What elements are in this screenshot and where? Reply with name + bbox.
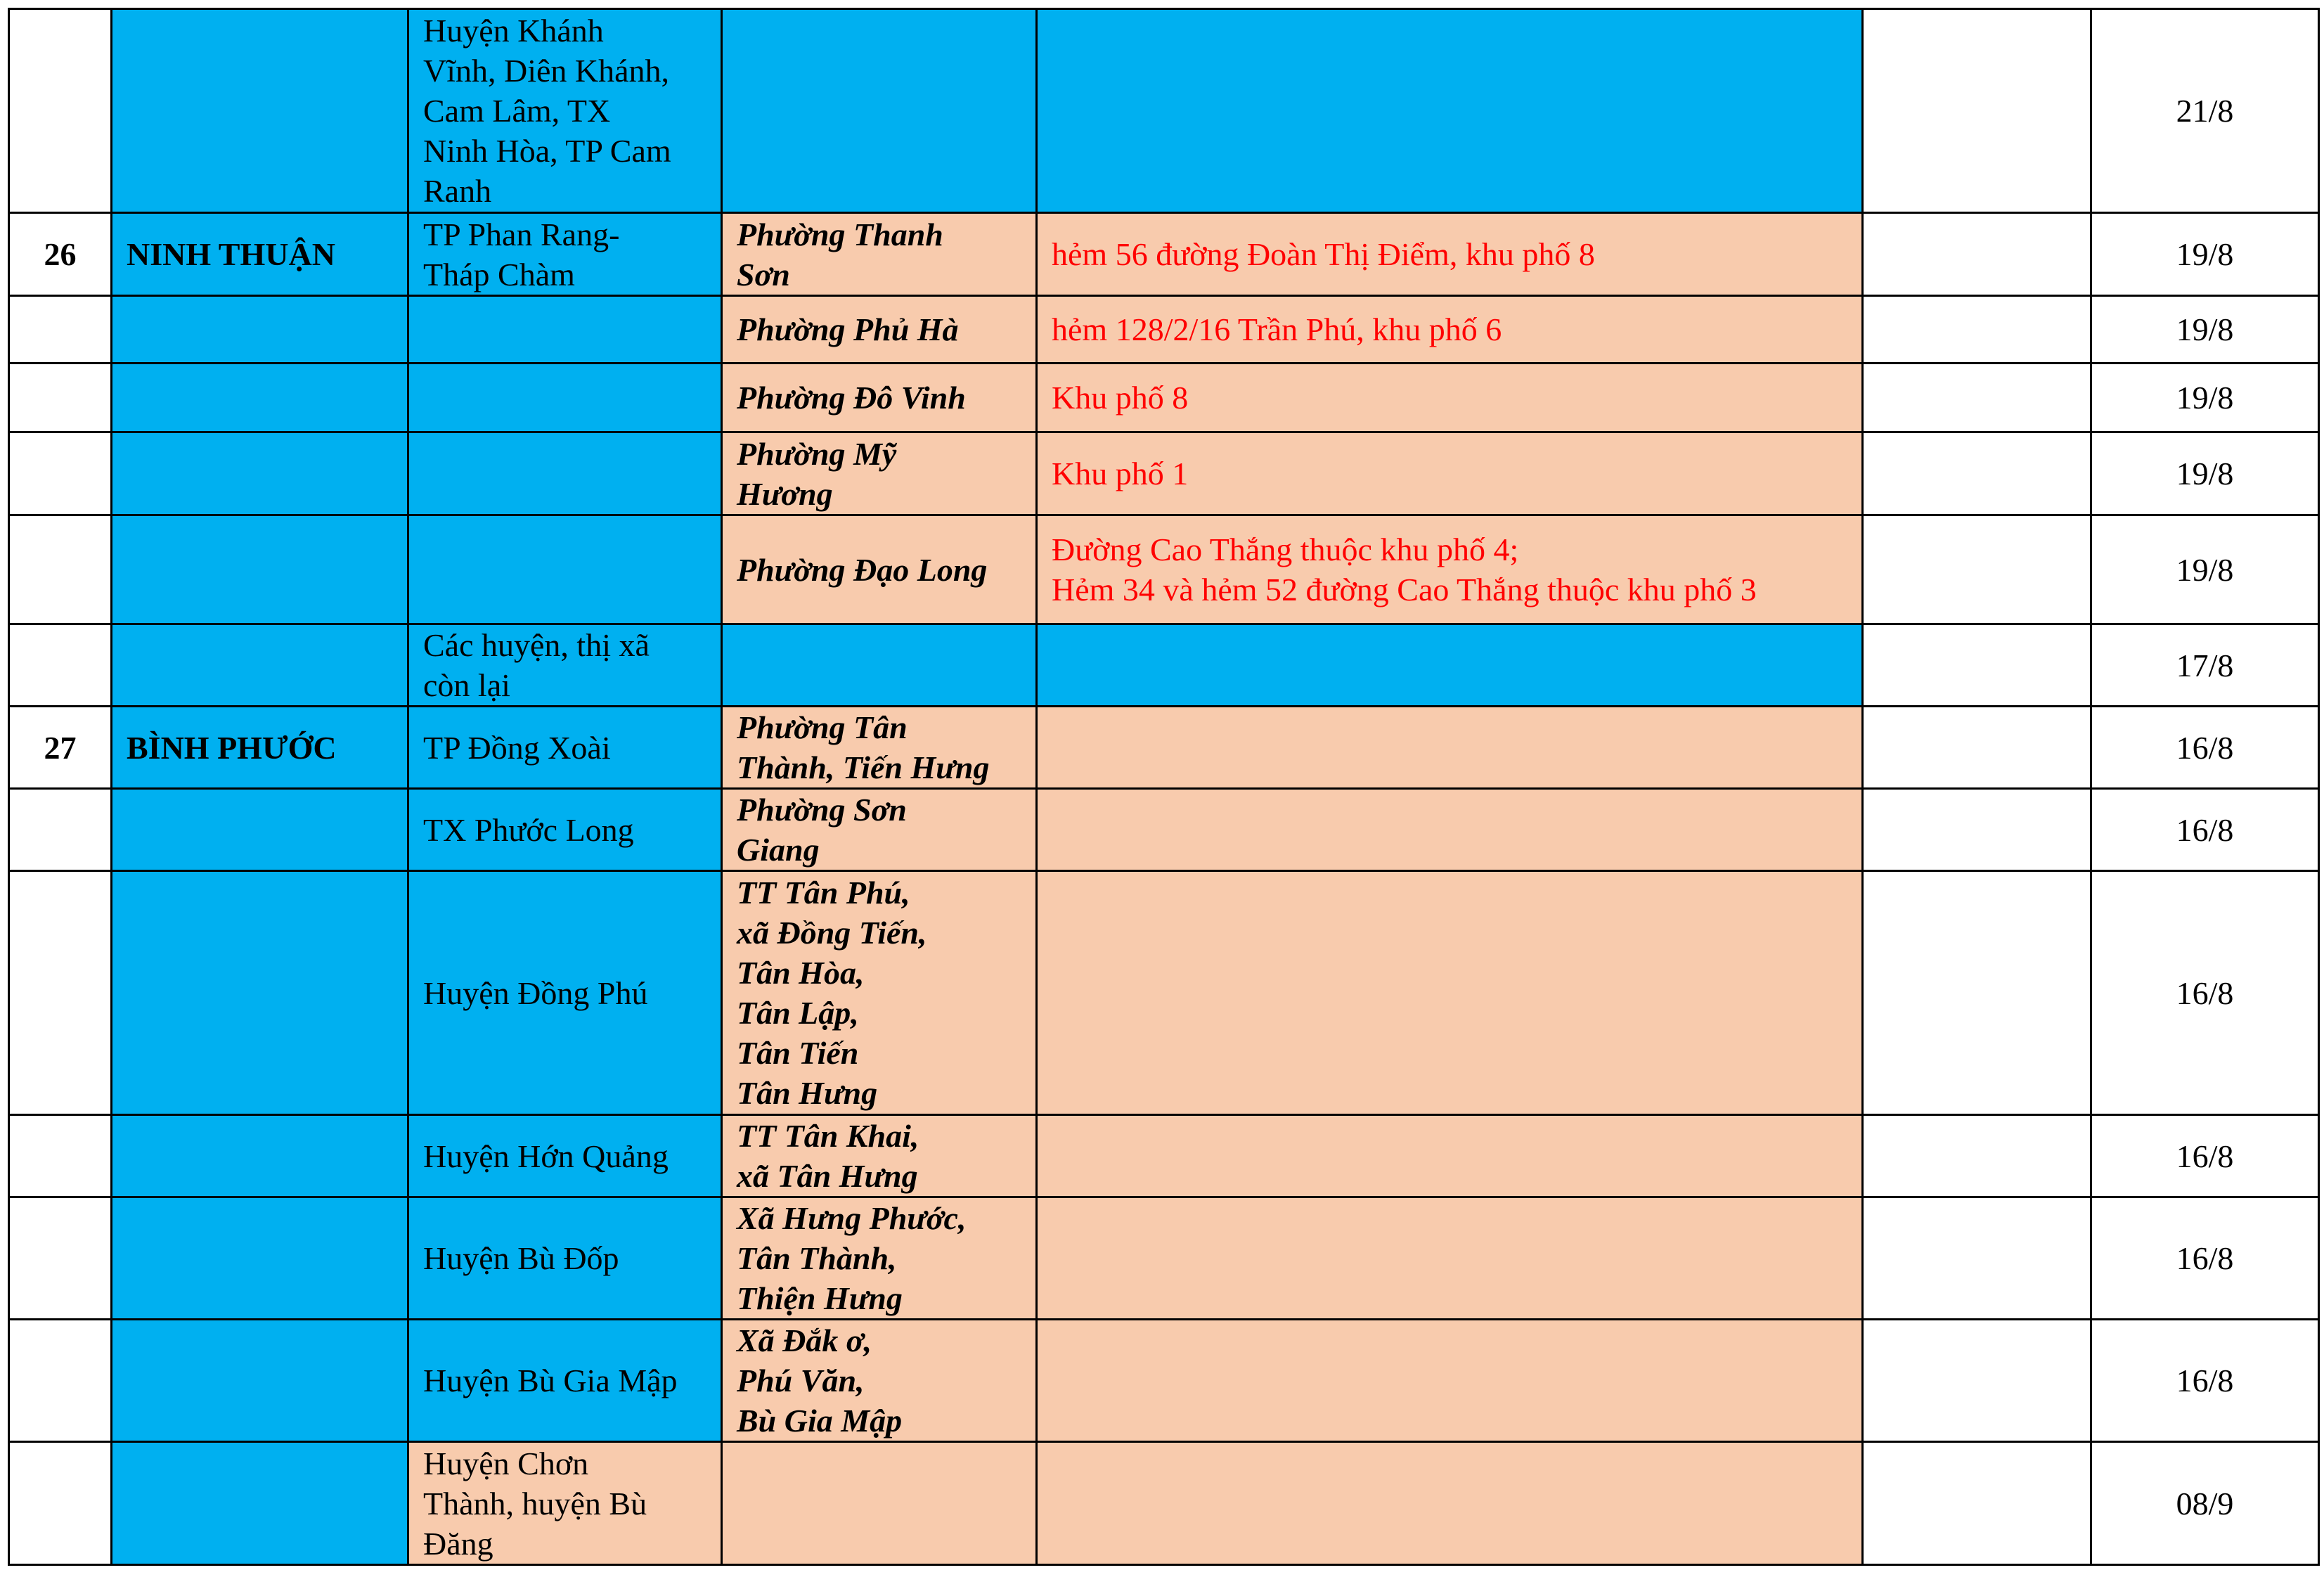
table-row [9, 1115, 2319, 1197]
note-cell [1863, 213, 2091, 296]
ward-cell-text: TT Tân Phú, xã Đồng Tiến, Tân Hòa, Tân Lập, Tân Tiến Tân Hưng [737, 875, 927, 1111]
ward-cell [722, 9, 1037, 213]
note-cell [1863, 515, 2091, 624]
date-cell [2091, 9, 2319, 213]
table-row [9, 213, 2319, 296]
date-cell-text: 17/8 [2176, 647, 2234, 683]
date-cell-text: 19/8 [2176, 380, 2234, 416]
ward-cell-text: Phường Đạo Long [737, 551, 988, 588]
district-cell-text: Huyện Đồng Phú [423, 974, 648, 1011]
table-body [9, 9, 2319, 1565]
ward-cell [722, 707, 1037, 789]
stt-cell [9, 363, 112, 432]
date-cell-text: 16/8 [2176, 729, 2234, 766]
province-cell [112, 1320, 408, 1442]
address-cell [1037, 213, 1863, 296]
date-cell-text: 21/8 [2176, 93, 2234, 129]
date-cell [2091, 363, 2319, 432]
ward-cell-text: Phường Phủ Hà [737, 311, 959, 347]
date-cell [2091, 1197, 2319, 1320]
ward-cell-text: Phường Đô Vinh [737, 380, 966, 416]
ward-cell [722, 1115, 1037, 1197]
address-cell [1037, 789, 1863, 871]
ward-cell-text: TT Tân Khai, xã Tân Hưng [737, 1118, 919, 1194]
date-cell [2091, 1115, 2319, 1197]
table-row [9, 1197, 2319, 1320]
district-cell-text: Huyện Hớn Quảng [423, 1138, 669, 1174]
note-cell [1863, 1115, 2091, 1197]
district-cell [408, 1320, 722, 1442]
district-cell [408, 789, 722, 871]
ward-cell-text: Phường Thanh Sơn [737, 216, 943, 292]
ward-cell-text: Xã Hưng Phước, Tân Thành, Thiện Hưng [737, 1200, 967, 1316]
province-cell-text: NINH THUẬN [127, 236, 335, 272]
note-cell [1863, 1442, 2091, 1565]
district-cell [408, 515, 722, 624]
date-cell-text: 16/8 [2176, 1363, 2234, 1398]
province-cell [112, 515, 408, 624]
note-cell [1863, 296, 2091, 363]
date-cell-text: 19/8 [2176, 456, 2234, 491]
date-cell [2091, 432, 2319, 515]
stt-cell [9, 432, 112, 515]
table-row [9, 432, 2319, 515]
table-row [9, 789, 2319, 871]
ward-cell-text: Phường Mỹ Hương [737, 435, 897, 512]
table-row [9, 9, 2319, 213]
stt-cell [9, 1197, 112, 1320]
table-row [9, 296, 2319, 363]
address-cell [1037, 515, 1863, 624]
stt-cell [9, 707, 112, 789]
province-cell [112, 871, 408, 1115]
ward-cell [722, 1320, 1037, 1442]
table-row [9, 624, 2319, 707]
address-cell [1037, 432, 1863, 515]
district-cell [408, 363, 722, 432]
province-cell [112, 1115, 408, 1197]
date-cell [2091, 789, 2319, 871]
outbreak-area-table [8, 8, 2320, 1566]
district-cell-text: TP Phan Rang- Tháp Chàm [423, 216, 620, 292]
table-row [9, 707, 2319, 789]
stt-cell [9, 515, 112, 624]
district-cell-text: Huyện Khánh Vĩnh, Diên Khánh, Cam Lâm, TX Ninh Hòa, TP Cam Ranh [423, 13, 671, 209]
district-cell-text: Huyện Bù Gia Mập [423, 1363, 678, 1398]
address-cell [1037, 624, 1863, 707]
province-cell [112, 9, 408, 213]
province-cell [112, 789, 408, 871]
stt-cell-text: 26 [44, 236, 77, 272]
ward-cell-text: Xã Đắk ơ, Phú Văn, Bù Gia Mập [737, 1323, 903, 1439]
address-cell [1037, 363, 1863, 432]
ward-cell [722, 213, 1037, 296]
stt-cell [9, 1442, 112, 1565]
ward-cell [722, 624, 1037, 707]
district-cell [408, 296, 722, 363]
ward-cell [722, 432, 1037, 515]
province-cell [112, 1197, 408, 1320]
date-cell [2091, 624, 2319, 707]
province-cell-text: BÌNH PHƯỚC [127, 729, 337, 766]
date-cell-text: 19/8 [2176, 311, 2234, 347]
province-cell [112, 707, 408, 789]
date-cell-text: 08/9 [2176, 1485, 2234, 1521]
date-cell [2091, 296, 2319, 363]
address-cell [1037, 1320, 1863, 1442]
stt-cell [9, 1115, 112, 1197]
province-cell [112, 213, 408, 296]
stt-cell [9, 624, 112, 707]
address-cell [1037, 9, 1863, 213]
province-cell [112, 363, 408, 432]
address-cell [1037, 296, 1863, 363]
note-cell [1863, 1320, 2091, 1442]
district-cell [408, 871, 722, 1115]
address-cell-text: hẻm 56 đường Đoàn Thị Điểm, khu phố 8 [1052, 236, 1595, 272]
address-cell-text: hẻm 128/2/16 Trần Phú, khu phố 6 [1052, 311, 1502, 347]
address-cell-text: Khu phố 1 [1052, 456, 1189, 491]
district-cell-text: TX Phước Long [423, 811, 634, 848]
note-cell [1863, 789, 2091, 871]
note-cell [1863, 1197, 2091, 1320]
note-cell [1863, 871, 2091, 1115]
province-cell [112, 296, 408, 363]
ward-cell [722, 871, 1037, 1115]
province-cell [112, 1442, 408, 1565]
district-cell [408, 707, 722, 789]
ward-cell [722, 789, 1037, 871]
district-cell [408, 432, 722, 515]
note-cell [1863, 432, 2091, 515]
stt-cell [9, 871, 112, 1115]
stt-cell [9, 1320, 112, 1442]
stt-cell-text: 27 [44, 729, 77, 766]
table-row [9, 1320, 2319, 1442]
note-cell [1863, 707, 2091, 789]
ward-cell-text: Phường Tân Thành, Tiến Hưng [737, 709, 990, 785]
district-cell-text: TP Đồng Xoài [423, 729, 611, 766]
date-cell-text: 19/8 [2176, 551, 2234, 588]
date-cell-text: 16/8 [2176, 811, 2234, 848]
table-row [9, 871, 2319, 1115]
table-row [9, 515, 2319, 624]
date-cell [2091, 213, 2319, 296]
ward-cell [722, 1197, 1037, 1320]
table-row [9, 363, 2319, 432]
stt-cell [9, 296, 112, 363]
date-cell-text: 16/8 [2176, 1240, 2234, 1276]
note-cell [1863, 624, 2091, 707]
address-cell-text: Khu phố 8 [1052, 380, 1189, 416]
district-cell-text: Các huyện, thị xã còn lại [423, 627, 650, 703]
date-cell-text: 16/8 [2176, 1138, 2234, 1174]
stt-cell [9, 213, 112, 296]
ward-cell [722, 515, 1037, 624]
district-cell [408, 624, 722, 707]
province-cell [112, 624, 408, 707]
ward-cell [722, 363, 1037, 432]
address-cell [1037, 871, 1863, 1115]
date-cell [2091, 871, 2319, 1115]
address-cell [1037, 1442, 1863, 1565]
date-cell-text: 16/8 [2176, 974, 2234, 1011]
date-cell [2091, 515, 2319, 624]
date-cell [2091, 1442, 2319, 1565]
district-cell [408, 1442, 722, 1565]
district-cell-text: Huyện Bù Đốp [423, 1240, 619, 1276]
ward-cell [722, 296, 1037, 363]
district-cell-text: Huyện Chơn Thành, huyện Bù Đăng [423, 1445, 647, 1562]
date-cell [2091, 707, 2319, 789]
ward-cell [722, 1442, 1037, 1565]
note-cell [1863, 9, 2091, 213]
province-cell [112, 432, 408, 515]
district-cell [408, 213, 722, 296]
table-row [9, 1442, 2319, 1565]
address-cell-text: Đường Cao Thắng thuộc khu phố 4; Hẻm 34 và hẻm 52 đường Cao Thắng thuộc khu phố 3 [1052, 532, 1757, 607]
address-cell [1037, 1197, 1863, 1320]
stt-cell [9, 9, 112, 213]
date-cell-text: 19/8 [2176, 236, 2234, 272]
date-cell [2091, 1320, 2319, 1442]
note-cell [1863, 363, 2091, 432]
address-cell [1037, 1115, 1863, 1197]
district-cell [408, 1197, 722, 1320]
district-cell [408, 9, 722, 213]
ward-cell-text: Phường Sơn Giang [737, 792, 907, 868]
stt-cell [9, 789, 112, 871]
address-cell [1037, 707, 1863, 789]
district-cell [408, 1115, 722, 1197]
